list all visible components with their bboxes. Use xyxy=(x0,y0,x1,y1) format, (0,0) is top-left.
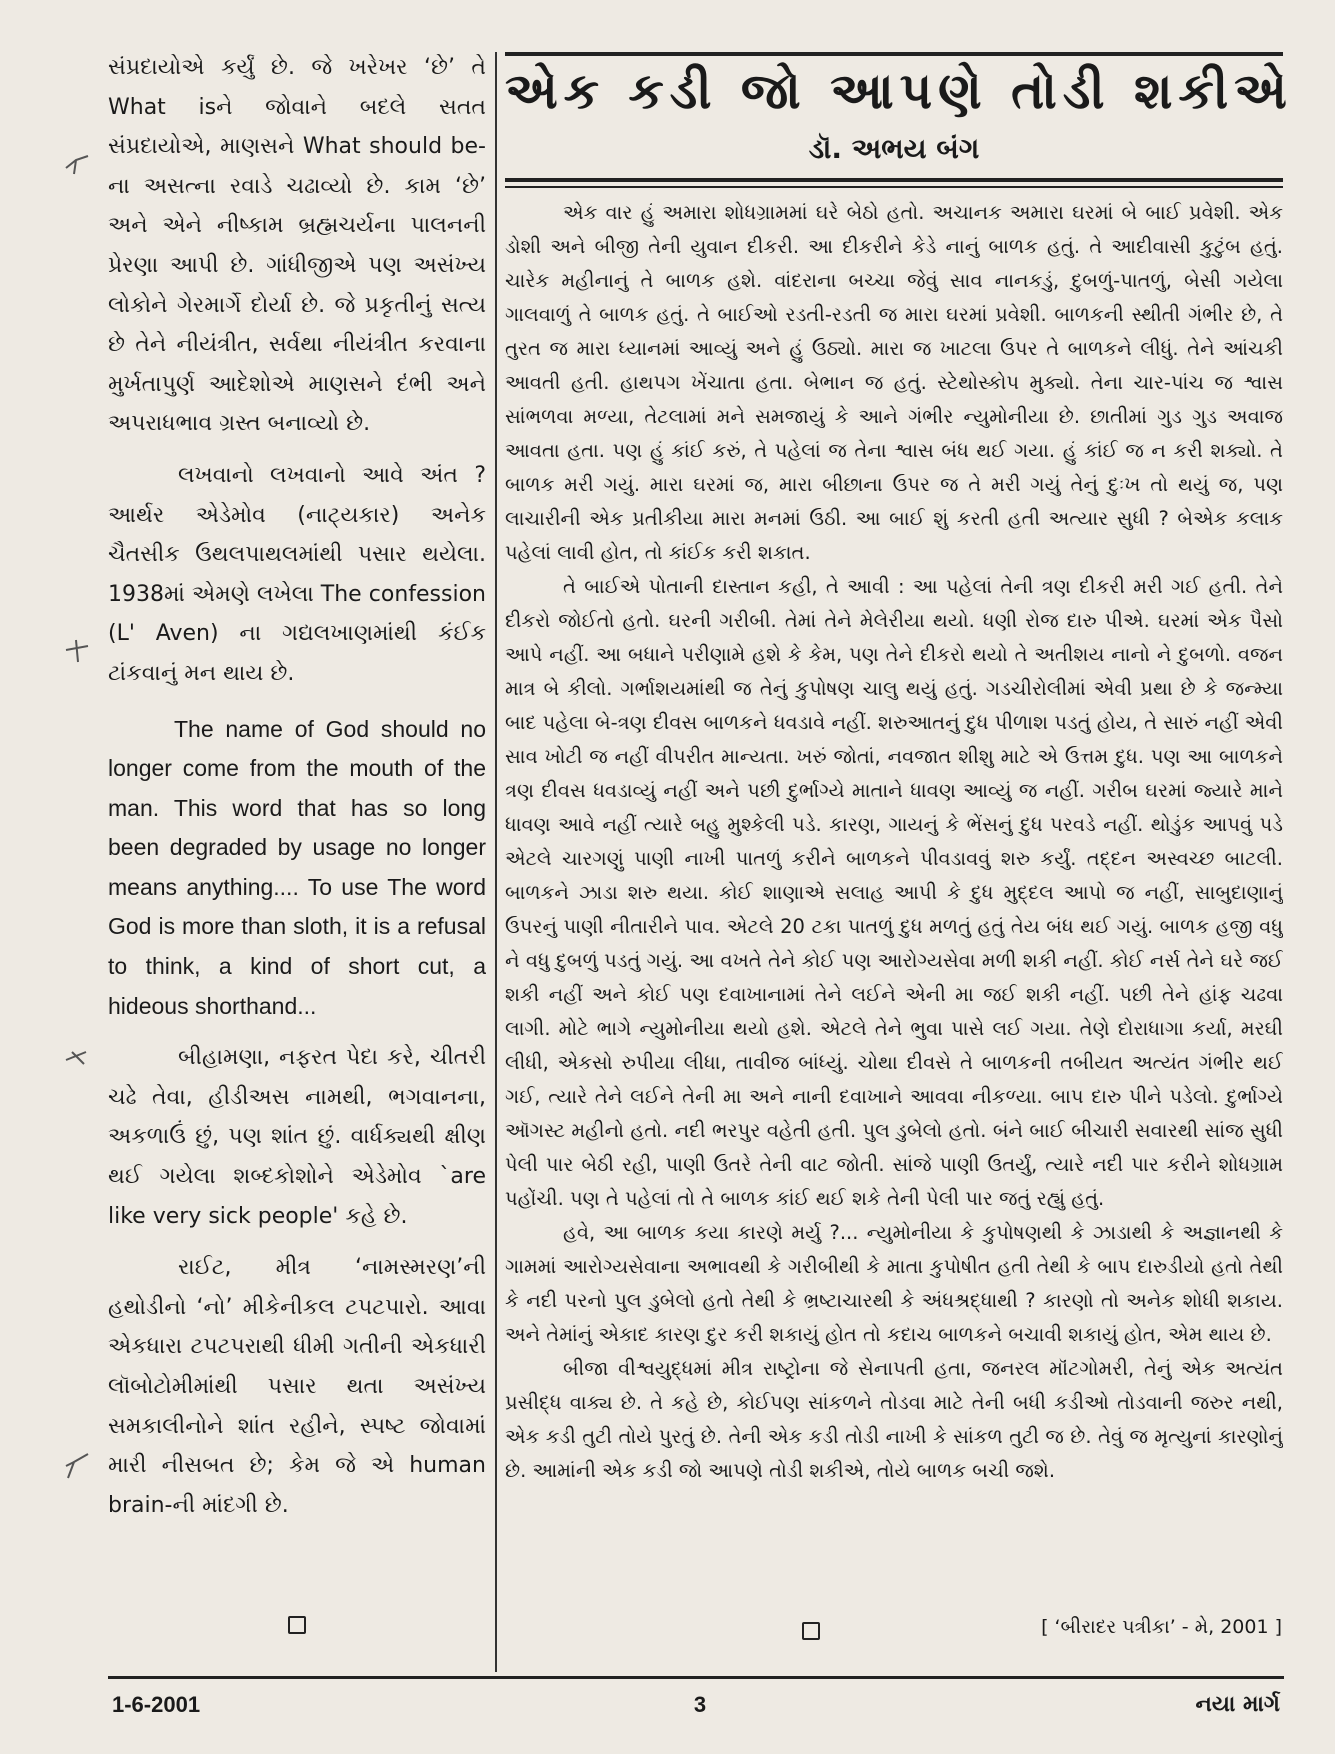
end-mark-right xyxy=(802,1622,820,1640)
left-paragraph-5: રાઈટ, મીત્ર ‘નામસ્મરણ’ની હથોડીનો ‘નો’ મીકેનીકલ ટપટપારો. આવા એકધારા ટપટપરાથી ધીમી ગતીની એકધારી લૉબોટોમીમાંથી પસાર થતા અસંખ્ય સમકાલીનોને શાંત રહીને, સ્પષ્ટ જોવામાં મારી નીસબત છે; કેમ જે એ human brain-ની માંદગી છે. xyxy=(108,1255,486,1518)
column-divider xyxy=(495,52,497,1672)
article-source: [ ‘બીરાદર પત્રીકા’ - મે, 2001 ] xyxy=(1041,1616,1282,1638)
header-rule-top xyxy=(505,52,1283,56)
left-column xyxy=(108,48,486,1652)
punch-hole-mark xyxy=(62,150,92,180)
left-paragraph-2: લખવાનો લખવાનો આવે અંત ? આર્થર એડેમોવ (નાટ્યકાર) અનેક ચૈતસીક ઉથલપાથલમાંથી પસાર થયેલા. 1938માં એમણે લખેલા The confession (L' Aven) ના ગદ્યલખાણમાંથી કંઈક ટાંકવાનું મન થાય છે. xyxy=(108,462,486,686)
punch-hole-mark xyxy=(62,1450,92,1480)
article-author: ડૉ. અભય બંગ xyxy=(808,132,980,165)
article-paragraph-1: એક વાર હું અમારા શોધગ્રામમાં ઘરે બેઠો હતો. અચાનક અમારા ઘરમાં બે બાઈ પ્રવેશી. એક ડોશી અને બીજી તેની યુવાન દીકરી. આ દીકરીને કેડે નાનું બાળક હતું. તે આદીવાસી કુટુંબ હતું. ચારેક મહીનાનું તે બાળક હશે. વાંદરાના બચ્ચા જેવું સાવ નાનકડું, દુબળું-પાતળું, બેસી ગયેલા ગાલવાળું તે બાળક હતું. તે બાઈઓ રડતી-રડતી જ મારા ઘરમાં પ્રવેશી. બાળકની સ્થીતી ગંભીર છે, તે તુરત જ મારા ધ્યાનમાં આવ્યું અને હું ઉઠ્યો. મારા જ ખાટલા ઉપર તે બાળકને લીધું. તેને આંચકી આવતી હતી. હાથપગ ખેંચાતા હતા. બેભાન જ હતું. સ્ટેથોસ્કોપ મુક્યો. તેના ચાર-પાંચ જ શ્વાસ સાંભળવા મળ્યા, તેટલામાં મને સમજાયું કે આને ગંભીર ન્યુમોનીયા છે. છાતીમાં ગુડ ગુડ અવાજ આવતા હતા. પણ હું કાંઈ કરું, તે પહેલાં જ તેના શ્વાસ બંધ થઈ ગયા. હું કાંઈ જ ન કરી શક્યો. તે બાળક મરી ગયું. મારા ઘરમાં જ, મારા બીછાના ઉપર જ તે મરી ગયું તેનું દુઃખ તો થયું જ, પણ લાચારીની એક પ્રતીકીયા મારા મનમાં ઉઠી. આ બાઈ શું કરતી હતી અત્યાર સુધી ? બેએક કલાક પહેલાં લાવી હોત, તો કાંઈક કરી શકાત. xyxy=(505,201,1283,564)
article-paragraph-2: તે બાઈએ પોતાની દાસ્તાન કહી, તે આવી : આ પહેલાં તેની ત્રણ દીકરી મરી ગઈ હતી. તેને દીકરો જોઈતો હતો. ઘરની ગરીબી. તેમાં તેને મેલેરીયા થયો. ધણી રોજ દારુ પીએ. ઘરમાં એક પૈસો આપે નહીં. આ બધાને પરીણામે હશે કે કેમ, પણ તેને દીકરો થયો તે અતીશય નાનો ને દુબળો. વજન માત્ર બે કીલો. ગર્ભાશયમાંથી જ તેનું કુપોષણ ચાલુ થયું હતું. ગડચીરોલીમાં એવી પ્રથા છે કે જન્મ્યા બાદ પહેલા બે-ત્રણ દીવસ બાળકને ધવડાવે નહીં. શરુઆતનું દુધ પીળાશ પડતું હોય, તે સારું નહીં એવી સાવ ખોટી જ નહીં વીપરીત માન્યતા. ખરું જોતાં, નવજાત શીશુ માટે એ ઉત્તમ દુધ. પણ આ બાળકને ત્રણ દીવસ ધવડાવ્યું નહીં અને પછી દુર્ભાગ્યે માતાને ધાવણ આવ્યું જ નહીં. ગરીબ ઘરમાં જ્યારે માને ધાવણ આવે નહીં ત્યારે બહુ મુશ્કેલી પડે. કારણ, ગાયનું કે ભેંસનું દુધ પરવડે નહીં. થોડુંક આપવું પડે એટલે ચારગણું પાણી નાખી પાતળું કરીને બાળકને પીવડાવવું શરુ કર્યું. તદ્દન અસ્વચ્છ બાટલી. બાળકને ઝાડા શરુ થયા. કોઈ શાણાએ સલાહ આપી કે દુધ મુદ્દલ આપો જ નહીં, સાબુદાણાનું ઉપરનું પાણી નીતારીને પાવ. એટલે 20 ટકા પાતળું દુધ મળતું હતું તેય બંધ થઈ ગયું. બાળક હજી વધુ ને વધુ દુબળું પડતું ગયું. આ વખતે તેને કોઈ પણ આરોગ્યસેવા મળી શકી નહીં. કોઈ નર્સ તેને ઘરે જઈ શકી નહીં અને કોઈ પણ દવાખાનામાં તેને લઈને એની મા જઈ શકી નહીં. પછી તેને હાંફ ચઢવા લાગી. મોટે ભાગે ન્યુમોનીયા થયો હશે. એટલે તેને ભુવા પાસે લઈ ગયા. તેણે દોરાધાગા કર્યા, મરઘી લીધી, એકસો રુપીયા લીધા, તાવીજ બાંધ્યું. ચોથા દીવસે તે બાળકની તબીયત અત્યંત ગંભીર થઈ ગઈ, ત્યારે તેને લઈને તેની મા અને નાની દવાખાને આવવા નીકળ્યા. બાપ દારુ પીને પડેલો. દુર્ભાગ્યે ઑગસ્ટ મહીનો હતો. નદી ભરપુર વહેતી હતી. પુલ ડુબેલો હતો. બંને બાઈ બીચારી સવારથી સાંજ સુધી પેલી પાર બેઠી રહી, પાણી ઉતરે તેની વાટ જોતી. સાંજે પાણી ઉતર્યું, ત્યારે નદી પાર કરીને શોધગ્રામ પહોંચી. પણ તે પહેલાં તો તે બાળક કાંઈ થઈ શકે તેની પેલી પાર જતું રહ્યું હતું. xyxy=(505,575,1283,1210)
magazine-name: નયા માર્ગ xyxy=(1195,1692,1280,1717)
punch-hole-mark xyxy=(62,1040,92,1070)
end-mark-left xyxy=(288,1616,306,1634)
header-rule-thin xyxy=(505,186,1283,188)
left-paragraph-english-quote: The name of God should no longer come from the mouth of the man. This word that has so long been degraded by usage no longer means anything.... To use The word God is more than sloth, it is a refusal to think, a kind of short cut, a hideous shorthand... xyxy=(108,715,486,1019)
article-paragraph-4: બીજા વીશ્વયુદ્ધમાં મીત્ર રાષ્ટ્રોના જે સેનાપતી હતા, જનરલ મૉંટગોમરી, તેનું એક અત્યંત પ્રસીદ્ધ વાક્ય છે. તે કહે છે, કોઈપણ સાંકળને તોડવા માટે તેની બધી કડીઓ તોડવાની જરુર નથી, એક કડી તુટી તોયે પુરતું છે. તેની એક કડી તોડી નાખી કે સાંકળ તુટી જ છે. તેવું જ મૃત્યુનાં કારણોનું છે. આમાંની એક કડી જો આપણે તોડી શકીએ, તોયે બાળક બચી જશે. xyxy=(505,1357,1283,1482)
footer-rule xyxy=(108,1676,1284,1679)
page-number: 3 xyxy=(693,1692,707,1717)
header-rule-thick xyxy=(505,178,1283,182)
footer-date: 1-6-2001 xyxy=(112,1692,201,1717)
left-paragraph-1: સંપ્રદાયોએ કર્યું છે. જે ખરેખર ‘છે’ તે What isને જોવાને બદલે સતત સંપ્રદાયોએ, માણસને What should be-ના અસત્ના રવાડે ચઢાવ્યો છે. કામ ‘છે’ અને એને નીષ્કામ બ્રહ્મચર્યના પાલનની પ્રેરણા આપી છે. ગાંધીજીએ પણ અસંખ્ય લોકોને ગેરમાર્ગે દોર્યા છે. જે પ્રકૃતીનું સત્ય છે તેને નીયંત્રીત, સર્વથા નીયંત્રીત કરવાના મુર્ખતાપુર્ણ આદેશોએ માણસને દંભી અને અપરાધભાવ ગ્રસ્ત બનાવ્યો છે. xyxy=(108,55,486,437)
article-paragraph-3: હવે, આ બાળક કયા કારણે મર્યુ ?... ન્યુમોનીયા કે કુપોષણથી કે ઝાડાથી કે અજ્ઞાનથી કે ગામમાં આરોગ્યસેવાના અભાવથી કે ગરીબીથી કે માતા કુપોષીત હતી તેથી કે બાપ દારુડીયો હતો તેથી કે નદી પરનો પુલ ડુબેલો હતો તેથી કે ભ્રષ્ટાચારથી કે અંધશ્રદ્ધાથી ? કારણો તો અનેક શોધી શકાય. અને તેમાંનું એકાદ કારણ દુર કરી શકાયું હોત તો કદાચ બાળકને બચાવી શકાયું હોત, એમ થાય છે. xyxy=(505,1221,1283,1346)
article-title: એક કડી જો આપણે તોડી શકીએ xyxy=(505,62,1293,120)
article-body xyxy=(505,196,1283,1628)
punch-hole-mark xyxy=(62,636,92,666)
left-paragraph-4: બીહામણા, નફરત પેદા કરે, ચીતરી ચઢે તેવા, હીડીઅસ નામથી, ભગવાનના, અકળાઉં છું, પણ શાંત છું. વાર્ધક્યથી ક્ષીણ થઈ ગયેલા શબ્દકોશોને એડેમોવ `are like very sick people' કહે છે. xyxy=(108,1045,486,1229)
